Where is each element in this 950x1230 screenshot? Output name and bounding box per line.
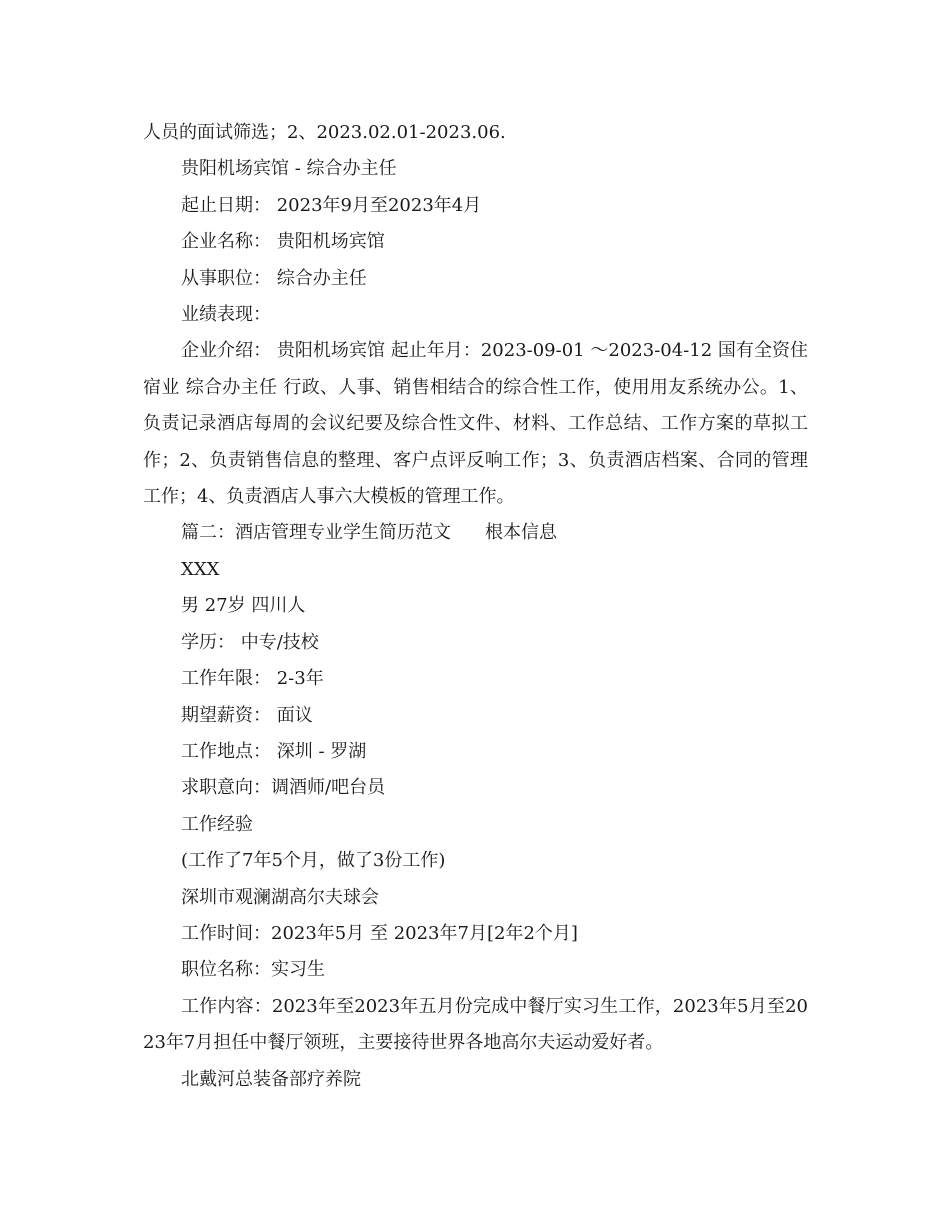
company-name: 企业名称： 贵阳机场宾馆 — [181, 231, 385, 253]
section-subtitle: 根本信息 — [485, 522, 557, 544]
job-heading: 贵阳机场宾馆 - 综合办主任 — [181, 158, 397, 180]
text-line-interview: 人员的面试筛选；2、2023.02.01-2023.06. — [143, 122, 506, 143]
candidate-basic-info: 男 27岁 四川人 — [181, 595, 306, 617]
education: 学历： 中专/技校 — [181, 631, 319, 653]
document-body — [143, 115, 808, 1098]
section-heading — [143, 515, 808, 551]
work-experience-summary: (工作了7年5个月，做了3份工作) — [181, 850, 446, 872]
work-years: 工作年限： 2-3年 — [181, 668, 324, 690]
work-experience-heading: 工作经验 — [181, 813, 253, 835]
performance-label: 业绩表现： — [181, 304, 271, 326]
company-intro-paragraph: 企业介绍： 贵阳机场宾馆 起止年月：2023-09-01 ～2023-04-12 国有全资住宿业 综合办主任 行政、人事、销售相结合的综合性工作，使用用友系统办公。1、负责记录酒店每周的会议纪要及综合性文件、材料、工作总结、工作方案的草拟工作；2、负责销售信息的整理、客户点评反响工作；3、负责酒店档案、合同的管理工作；4、负责酒店人事六大模板的管理工作。 — [143, 340, 808, 508]
work-location: 工作地点： 深圳 - 罗湖 — [181, 740, 367, 762]
work-period: 工作时间：2023年5月 至 2023年7月[2年2个月] — [181, 922, 578, 944]
job-content-paragraph: 工作内容：2023年至2023年五月份完成中餐厅实习生工作，2023年5月至2023年7月担任中餐厅领班，主要接待世界各地高尔夫运动爱好者。 — [143, 995, 808, 1054]
position-title: 职位名称：实习生 — [181, 959, 325, 981]
section-title: 篇二：酒店管理专业学生简历范文 — [181, 522, 451, 544]
job-position: 从事职位： 综合办主任 — [181, 267, 367, 289]
start-end-date: 起止日期： 2023年9月至2023年4月 — [181, 194, 482, 216]
job-intention: 求职意向：调酒师/吧台员 — [181, 777, 386, 799]
next-employer-name: 北戴河总装备部疗养院 — [181, 1068, 361, 1090]
candidate-name: XXX — [181, 558, 220, 580]
expected-salary: 期望薪资： 面议 — [181, 704, 313, 726]
employer-name: 深圳市观澜湖高尔夫球会 — [181, 886, 379, 908]
